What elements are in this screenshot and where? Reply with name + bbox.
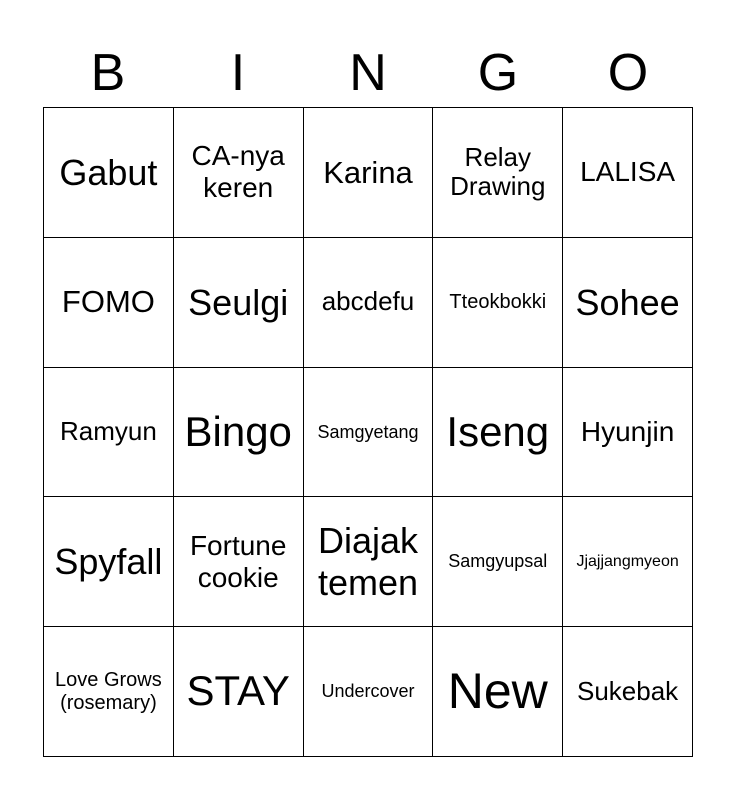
bingo-cell[interactable] (563, 497, 693, 627)
cell-label: Fortune cookie (189, 529, 287, 593)
cell-label: Karina (323, 154, 413, 190)
cell-label: Jjajjangmyeon (576, 552, 679, 570)
bingo-cell[interactable] (563, 627, 693, 757)
bingo-cell[interactable] (44, 108, 174, 238)
bingo-cell[interactable] (304, 108, 434, 238)
bingo-cell[interactable] (433, 368, 563, 498)
header-letter-i: I (230, 44, 246, 102)
cell-label: Relay Drawing (450, 141, 546, 202)
bingo-header (43, 40, 693, 106)
bingo-cell[interactable] (304, 497, 434, 627)
bingo-cell[interactable] (44, 497, 174, 627)
bingo-board (43, 107, 693, 757)
cell-label: Undercover (321, 681, 415, 702)
cell-label: Sukebak (577, 675, 679, 706)
cell-label: abcdefu (321, 286, 415, 317)
cell-label: Bingo (184, 407, 292, 455)
cell-label: FOMO (61, 284, 155, 320)
bingo-cell[interactable] (304, 368, 434, 498)
header-letter-n: N (349, 44, 387, 102)
cell-label: Hyunjin (580, 415, 675, 447)
bingo-cell[interactable] (433, 238, 563, 368)
bingo-cell[interactable] (563, 238, 693, 368)
bingo-cell[interactable] (44, 368, 174, 498)
bingo-cell[interactable] (174, 108, 304, 238)
bingo-cell[interactable] (44, 238, 174, 368)
bingo-cell[interactable] (174, 627, 304, 757)
cell-label: Spyfall (54, 541, 163, 583)
bingo-cell[interactable] (174, 238, 304, 368)
cell-label: Iseng (446, 407, 550, 455)
cell-label: Seulgi (188, 281, 289, 323)
bingo-cell[interactable] (304, 238, 434, 368)
cell-label: Sohee (575, 281, 680, 323)
header-letter-b: B (90, 44, 126, 102)
bingo-cell[interactable] (563, 108, 693, 238)
header-letter-o: O (607, 44, 649, 102)
bingo-cell[interactable] (433, 108, 563, 238)
header-letter-g: G (477, 44, 519, 102)
cell-label: Samgyetang (317, 421, 419, 442)
cell-label: Gabut (59, 151, 158, 193)
cell-label: STAY (186, 667, 290, 715)
cell-label: Love Grows (rosemary) (55, 668, 162, 714)
bingo-cell[interactable] (563, 368, 693, 498)
bingo-cell[interactable] (304, 627, 434, 757)
bingo-cell[interactable] (433, 627, 563, 757)
bingo-cell[interactable] (174, 497, 304, 627)
cell-label: CA-nya keren (191, 140, 285, 204)
cell-label: Ramyun (59, 416, 157, 447)
bingo-cell[interactable] (174, 368, 304, 498)
bingo-cell[interactable] (433, 497, 563, 627)
cell-label: LALISA (580, 156, 676, 188)
cell-label: Diajak temen (317, 520, 419, 603)
bingo-cell[interactable] (44, 627, 174, 757)
cell-label: New (447, 662, 548, 719)
cell-label: Samgyupsal (448, 551, 548, 572)
cell-label: Tteokbokki (449, 290, 547, 313)
